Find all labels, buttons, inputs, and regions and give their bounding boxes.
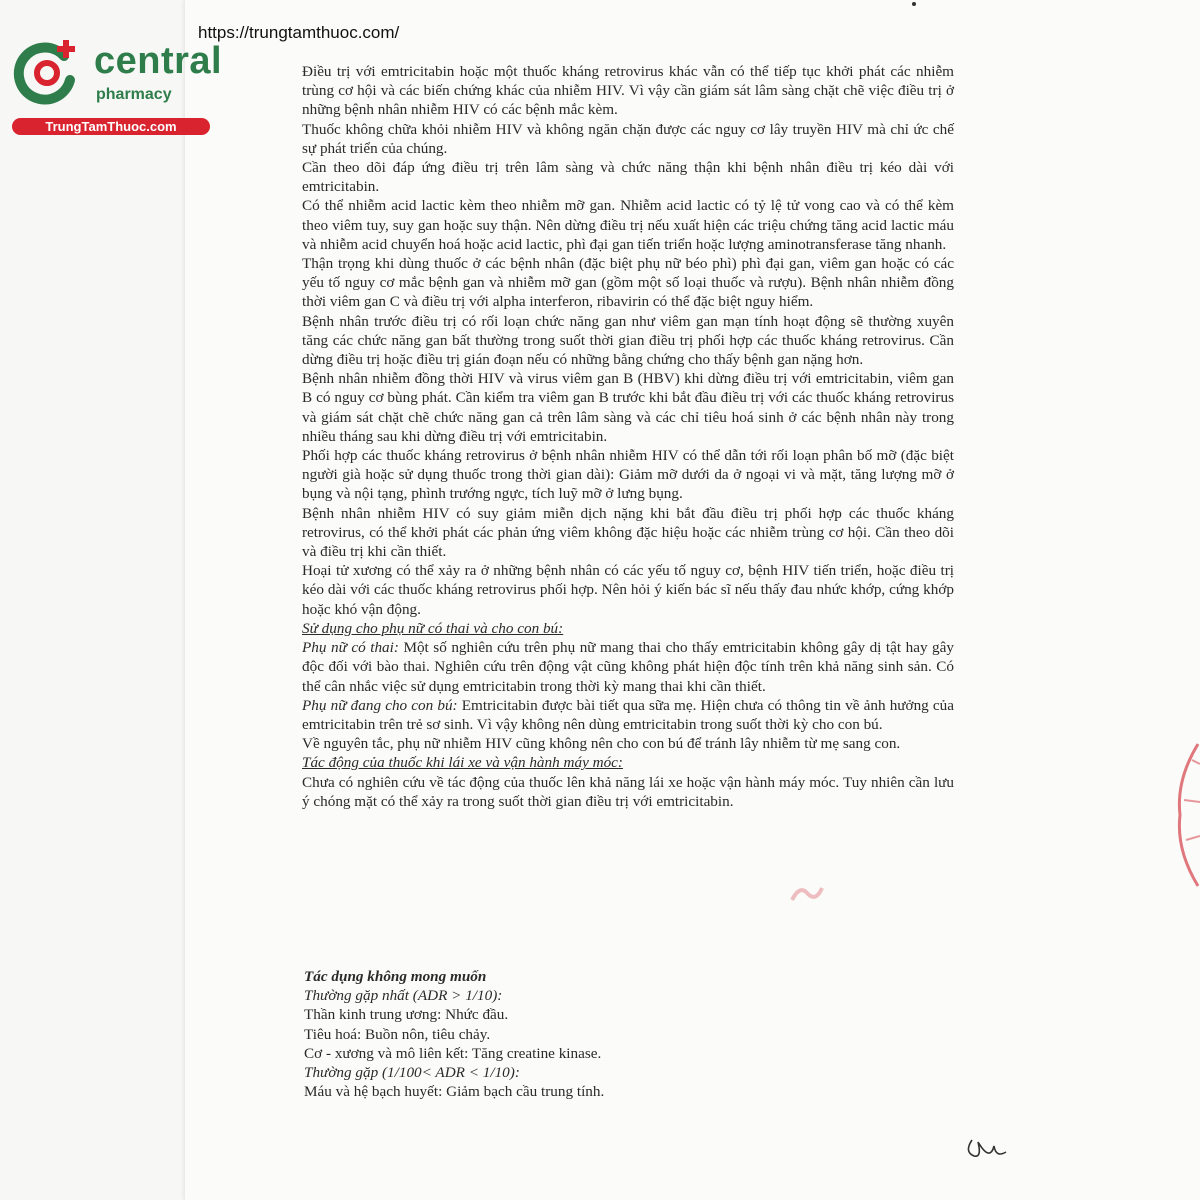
- paragraph-breastfeeding: [302, 696, 954, 734]
- logo-subtitle: pharmacy: [96, 86, 172, 103]
- adr-title: Tác dụng không mong muốn: [304, 968, 487, 985]
- signature-mark: [962, 1132, 1012, 1166]
- text-pregnant: Một số nghiên cứu trên phụ nữ mang thai cho thấy emtricitabin không gây dị tật hay gây độc đối với bào thai. Nghiên cứu trên động vật cũng không phát hiện độc tính trên khả năng sinh sản. Có thể cân nhắc việc sử dụng emtricitabin trong thời kỳ mang thai khi cần thiết.: [302, 639, 954, 695]
- adr-item: Máu và hệ bạch huyết: Giảm bạch cầu trung tính.: [304, 1083, 605, 1101]
- red-smudge: [786, 880, 826, 910]
- adr-item: Thần kinh trung ương: Nhức đầu.: [304, 1006, 509, 1024]
- paragraph: Về nguyên tắc, phụ nữ nhiễm HIV cũng không nên cho con bú để tránh lây nhiễm từ mẹ sang con.: [302, 735, 901, 753]
- logo-wordmark: central: [94, 40, 223, 82]
- paragraph: Cần theo dõi đáp ứng điều trị trên lâm sàng và chức năng thận khi bệnh nhân điều trị kéo dài với emtricitabin.: [302, 159, 954, 196]
- label-breastfeeding: Phụ nữ đang cho con bú:: [302, 696, 458, 714]
- adr-item: Tiêu hoá: Buồn nôn, tiêu chảy.: [304, 1025, 491, 1043]
- scan-speck: [912, 2, 916, 6]
- adr-frequency-very-common: Thường gặp nhất (ADR > 1/10):: [304, 987, 503, 1005]
- paragraph: Bệnh nhân nhiễm HIV có suy giảm miễn dịch nặng khi bắt đầu điều trị phối hợp các thuốc kháng retrovirus, có thể khởi phát các phản ứng viêm không đặc hiệu hoặc các nhiễm trùng cơ hội. Cần theo dõi và điều trị khi cần thiết.: [302, 504, 954, 561]
- paragraph: Thận trọng khi dùng thuốc ở các bệnh nhân (đặc biệt phụ nữ béo phì) phì đại gan, viêm gan hoặc có các yếu tố nguy cơ mắc bệnh gan và nhiễm mỡ gan (gồm một số loại thuốc và rượu). Bệnh nhân nhiễm đồng thời viêm gan C và điều trị với alpha interferon, ribavirin có thể đặc biệt nguy hiểm.: [302, 255, 954, 311]
- paragraph: Thuốc không chữa khỏi nhiễm HIV và không ngăn chặn được các nguy cơ lây truyền HIV mà chỉ ức chế sự phát triển của chúng.: [302, 120, 954, 157]
- paragraph: Bệnh nhân nhiễm đồng thời HIV và virus viêm gan B (HBV) khi dừng điều trị với emtricitabin, viêm gan B có nguy cơ bùng phát. Cần kiểm tra viêm gan B trước khi bắt đầu điều trị với các thuốc kháng retrovirus và giám sát chặt chẽ chức năng gan cả trên lâm sàng và các chỉ tiêu hoá sinh ở các bệnh nhân này trong nhiều tháng sau khi dừng điều trị với emtricitabin.: [302, 370, 954, 445]
- central-pharmacy-logo[interactable]: [8, 34, 223, 138]
- red-stamp-fragment: [1170, 740, 1200, 890]
- heading-text: Sử dụng cho phụ nữ có thai và cho con bú:: [302, 619, 564, 637]
- adverse-effects-section: [304, 967, 954, 1101]
- label-pregnant: Phụ nữ có thai:: [302, 639, 399, 657]
- section-heading-pregnancy: [302, 619, 954, 638]
- heading-text: Tác động của thuốc khi lái xe và vận hành máy móc:: [302, 754, 623, 772]
- text-breastfeeding: Emtricitabin được bài tiết qua sữa mẹ. Hiện chưa có thông tin về ảnh hưởng của emtricitabin trên trẻ sơ sinh. Vì vậy không nên dùng emtricitabin trong suốt thời kỳ cho con bú.: [302, 696, 954, 733]
- section-heading-driving: [302, 753, 954, 772]
- document-body: [302, 62, 954, 811]
- pharmacy-logo-icon: [12, 38, 82, 108]
- paragraph: Phối hợp các thuốc kháng retrovirus ở bệnh nhân nhiễm HIV có thể dẫn tới rối loạn phân bố mỡ (đặc biệt người già hoặc sử dụng thuốc trong thời gian dài): Giảm mỡ dưới da ở ngoại vi và mặt, tăng lượng mỡ ở bụng và nội tạng, phình trướng ngực, tích luỹ mỡ ở lưng bụng.: [302, 447, 954, 503]
- paragraph: Chưa có nghiên cứu về tác động của thuốc lên khả năng lái xe hoặc vận hành máy móc. Tuy nhiên cần lưu ý chóng mặt có thể xảy ra trong suốt thời gian điều trị với emtricitabin.: [302, 773, 954, 810]
- adr-frequency-common: Thường gặp (1/100< ADR < 1/10):: [304, 1064, 520, 1082]
- paragraph: Có thể nhiễm acid lactic kèm theo nhiễm mỡ gan. Nhiễm acid lactic có tỷ lệ tử vong cao và có thể kèm theo viêm tuy, suy gan hoặc suy thận. Nên dừng điều trị nếu xuất hiện các triệu chứng tăng acid lactic máu và nhiễm acid chuyển hoá hoặc acid lactic, phì đại gan tiến triển hoặc lượng aminotransferase tăng nhanh.: [302, 197, 954, 253]
- source-url[interactable]: https://trungtamthuoc.com/: [198, 23, 400, 42]
- paragraph: Bệnh nhân trước điều trị có rối loạn chức năng gan như viêm gan mạn tính hoạt động sẽ thường xuyên tăng các chức năng gan bất thường trong suốt thời gian điều trị phối hợp các thuốc kháng retrovirus. Cần dừng điều trị hoặc điều trị gián đoạn nếu có những bằng chứng cho thấy bệnh gan nặng hơn.: [302, 312, 954, 369]
- adr-item: Cơ - xương và mô liên kết: Tăng creatine kinase.: [304, 1044, 602, 1062]
- paragraph: Hoại tử xương có thể xảy ra ở những bệnh nhân có các yếu tố nguy cơ, bệnh HIV tiến triển, hoặc điều trị kéo dài với các thuốc kháng retrovirus phối hợp. Nên hỏi ý kiến bác sĩ nếu thấy đau nhức khớp, cứng khớp hoặc khó vận động.: [302, 562, 954, 618]
- paragraph-pregnancy: [302, 638, 954, 696]
- paragraph: Điều trị với emtricitabin hoặc một thuốc kháng retrovirus khác vẫn có thể tiếp tục khởi phát các nhiễm trùng cơ hội và các biến chứng khác của nhiễm HIV. Vì vậy cần giám sát lâm sàng chặt chẽ việc điều trị ở những bệnh nhân nhiễm HIV có các bệnh mắc kèm.: [302, 63, 954, 119]
- logo-banner: TrungTamThuoc.com: [12, 118, 210, 135]
